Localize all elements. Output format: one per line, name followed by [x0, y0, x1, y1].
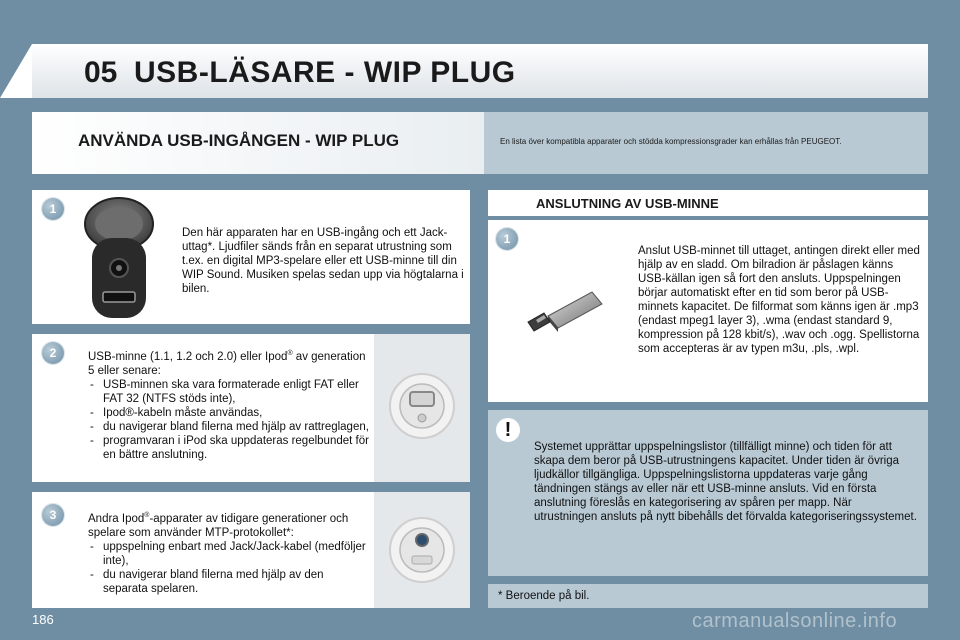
- panel-3-text: [88, 512, 370, 596]
- panel-3-intro-pre: Andra Ipod: [88, 513, 145, 525]
- panel-1-text: Den här apparaten har en USB-ingång och ett Jack-uttag*. Ljudfiler sänds från en separat utrustning som t.ex. en digital MP3-spelare eller ett USB-minne till din WIP Sound. Musiken spelas sedan upp via högtalarna i bilen.: [182, 227, 464, 295]
- list-item: - du navigerar bland filerna med hjälp av den separata spelaren.: [88, 568, 370, 596]
- usb-port-icon: [388, 372, 456, 440]
- usb-stick-icon: [518, 282, 608, 338]
- list-item: - Ipod®-kabeln måste användas,: [88, 406, 370, 420]
- panel-2-text: [88, 350, 370, 462]
- subsection-title: ANSLUTNING AV USB-MINNE: [536, 196, 719, 211]
- list-item: - programvaran i iPod ska uppdateras regelbundet för en bättre anslutning.: [88, 434, 370, 462]
- section-title: ANVÄNDA USB-INGÅNGEN - WIP PLUG: [78, 131, 400, 150]
- step-badge-1: 1: [42, 198, 64, 220]
- step-badge-2: 2: [42, 342, 64, 364]
- registered-mark: ®: [287, 350, 293, 358]
- list-item: - USB-minnen ska vara formaterade enligt FAT eller FAT 32 (NTFS stöds inte),: [88, 378, 370, 406]
- panel-2-intro-post: av generation 5 eller senare:: [88, 351, 366, 377]
- usb-jack-socket-icon: [78, 194, 160, 322]
- step-badge-usb-1: 1: [496, 228, 518, 250]
- list-item: - uppspelning enbart med Jack/Jack-kabel (medföljer inte),: [88, 540, 370, 568]
- header-notch: [0, 44, 32, 98]
- watermark: carmanualsonline.info: [692, 610, 898, 632]
- panel-3-intro-post: -apparater av tidigare generationer och spelare som använder MTP-protokollet*:: [88, 513, 349, 539]
- warning-text: Systemet upprättar uppspelningslistor (tillfälligt minne) och tiden för att skapa dem beror på USB-utrustningens kapacitet. Under tiden är övriga ljudkällor tillgängliga. Uppspelningslistorna uppdateras varje gång tändningen stängs av eller när ett USB-minne ansluts. Vid en första anslutning föreslås en kategorisering av spåren per mapp. När utrustningen ansluts på nytt bibehålls det förvalda kategoriseringssystemet.: [534, 441, 917, 523]
- chapter-title: USB-LÄSARE - WIP PLUG: [134, 56, 516, 89]
- usb-connection-text: Anslut USB-minnet till uttaget, antingen direkt eller med hjälp av en sladd. Om bilradion är påslagen känns USB-källan igen så fort den ansluts. Uppspelningen börjar automatiskt efter en tid som beror på USB-minnets kapacitet. De filformat som känns igen är .mp3 (endast mpeg1 layer 3), .wma (endast standard 9, kompression på 128 kbit/s), .wav och .ogg. Spellistorna som accepteras är av typen m3u, .pls, .wpl.: [638, 245, 920, 355]
- chapter-number: 05: [84, 56, 118, 89]
- step-badge-3: 3: [42, 504, 64, 526]
- footnote: * Beroende på bil.: [498, 590, 590, 602]
- jack-port-icon: [388, 516, 456, 584]
- panel-2-intro-pre: USB-minne (1.1, 1.2 och 2.0) eller Ipod: [88, 351, 288, 363]
- compatibility-note: En lista över kompatibla apparater och stödda kompressionsgrader kan erhållas från PEUGEOT.: [500, 137, 842, 146]
- page-number: 186: [32, 612, 54, 627]
- list-item: - du navigerar bland filerna med hjälp av rattreglagen,: [88, 420, 370, 434]
- registered-mark: ®: [144, 512, 150, 520]
- warning-icon: !: [496, 418, 520, 442]
